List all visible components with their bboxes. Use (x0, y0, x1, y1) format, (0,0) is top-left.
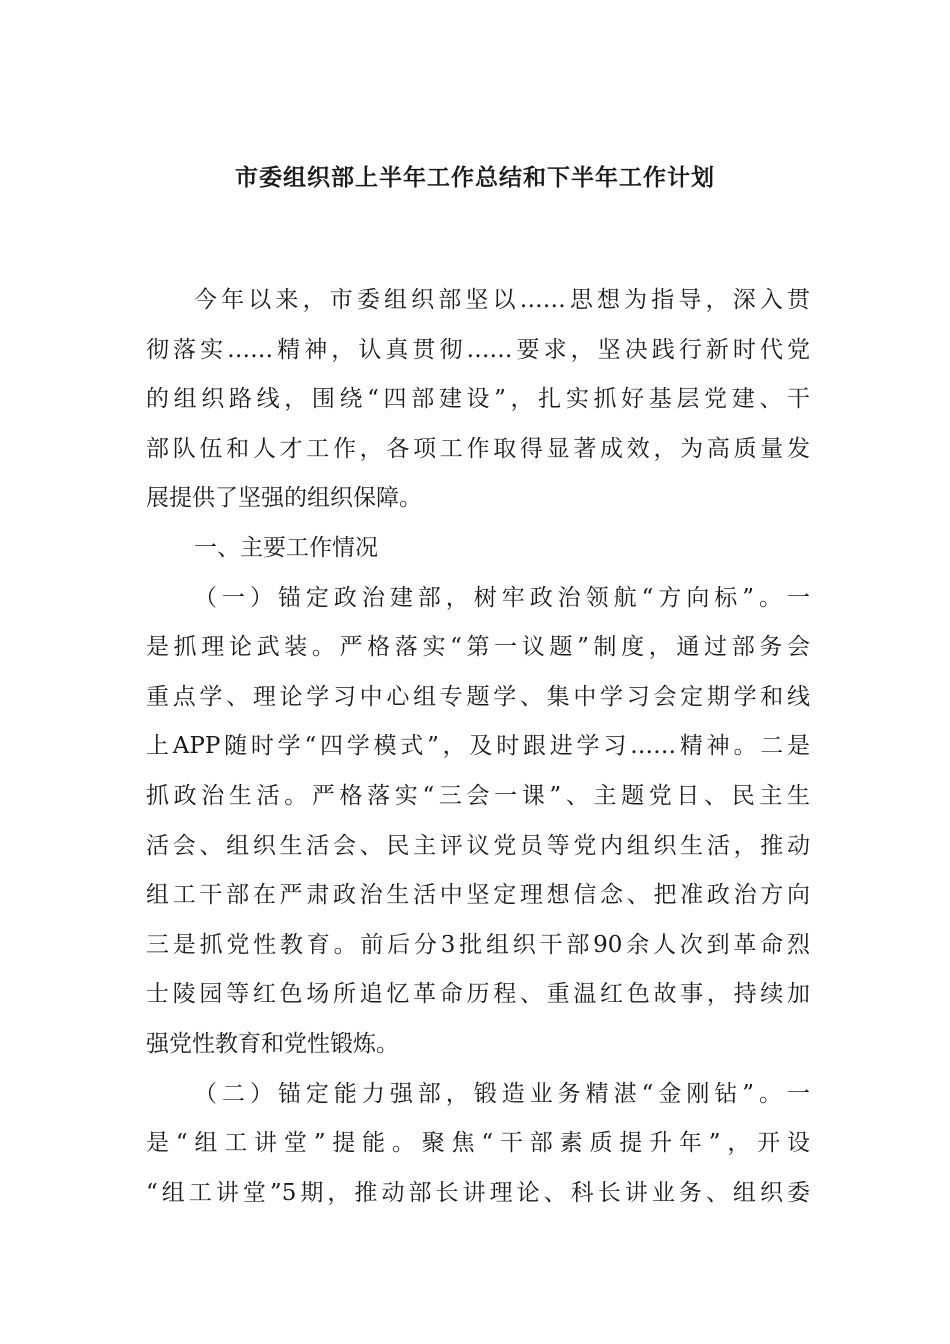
section-heading-text: 一、主要工作情况 (194, 534, 378, 561)
body-line (146, 574, 810, 624)
body-line (146, 871, 810, 921)
body-line-text: 今年以来，市委组织部坚以……思想为指导，深入贯 (194, 287, 810, 313)
body-line (146, 673, 810, 723)
body-line-text: 强党性教育和党性锻炼。 (146, 1030, 399, 1057)
body-line (146, 276, 810, 326)
body-line-text: 三是抓党性教育。前后分3批组织干部90余人次到革命烈 (146, 931, 810, 958)
body-line-text: 展提供了坚强的组织保障。 (146, 485, 422, 512)
body-line-text: （二）锚定能力强部，锻造业务精湛“金刚钻”。一 (194, 1080, 810, 1107)
body-line-text: 重点学、理论学习中心组专题学、集中学习会定期学和线 (146, 683, 810, 710)
document-body (146, 276, 810, 1218)
body-line (146, 1169, 810, 1219)
body-line-text: 组工干部在严肃政治生活中坚定理想信念、把准政治方向 (146, 882, 810, 909)
body-line (146, 1020, 810, 1070)
body-line-text: 活会、组织生活会、民主评议党员等党内组织生活，推动 (146, 832, 810, 859)
body-line-text: 彻落实……精神，认真贯彻……要求，坚决践行新时代党 (146, 336, 810, 363)
body-line-text: 是“组工讲堂”提能。聚焦“干部素质提升年”，开设 (146, 1130, 810, 1157)
body-line (146, 722, 810, 772)
body-line-text: 部队伍和人才工作，各项工作取得显著成效，为高质量发 (146, 435, 810, 462)
body-line (146, 921, 810, 971)
body-line-text: 是抓理论武装。严格落实“第一议题”制度，通过部务会 (146, 634, 810, 661)
body-line (146, 822, 810, 872)
body-line-text: 抓政治生活。严格落实“三会一课”、主题党日、民主生 (146, 782, 810, 809)
body-line (146, 326, 810, 376)
body-line (146, 375, 810, 425)
body-line (146, 474, 810, 524)
body-line-text: （一）锚定政治建部，树牢政治领航“方向标”。一 (194, 584, 810, 611)
body-line (146, 970, 810, 1020)
body-line-text: 士陵园等红色场所追忆革命历程、重温红色故事，持续加 (146, 981, 810, 1008)
section-heading (146, 524, 810, 574)
body-line (146, 425, 810, 475)
body-line-text: “组工讲堂”5期，推动部长讲理论、科长讲业务、组织委 (146, 1179, 810, 1206)
body-line-text: 的组织路线，围绕“四部建设”，扎实抓好基层党建、干 (146, 386, 810, 413)
document-title: 市委组织部上半年工作总结和下半年工作计划 (235, 164, 715, 191)
body-line (146, 772, 810, 822)
body-line (146, 1070, 810, 1120)
body-line (146, 623, 810, 673)
body-line-text: 上APP随时学“四学模式”，及时跟进学习……精神。二是 (146, 733, 810, 760)
body-line (146, 1119, 810, 1169)
